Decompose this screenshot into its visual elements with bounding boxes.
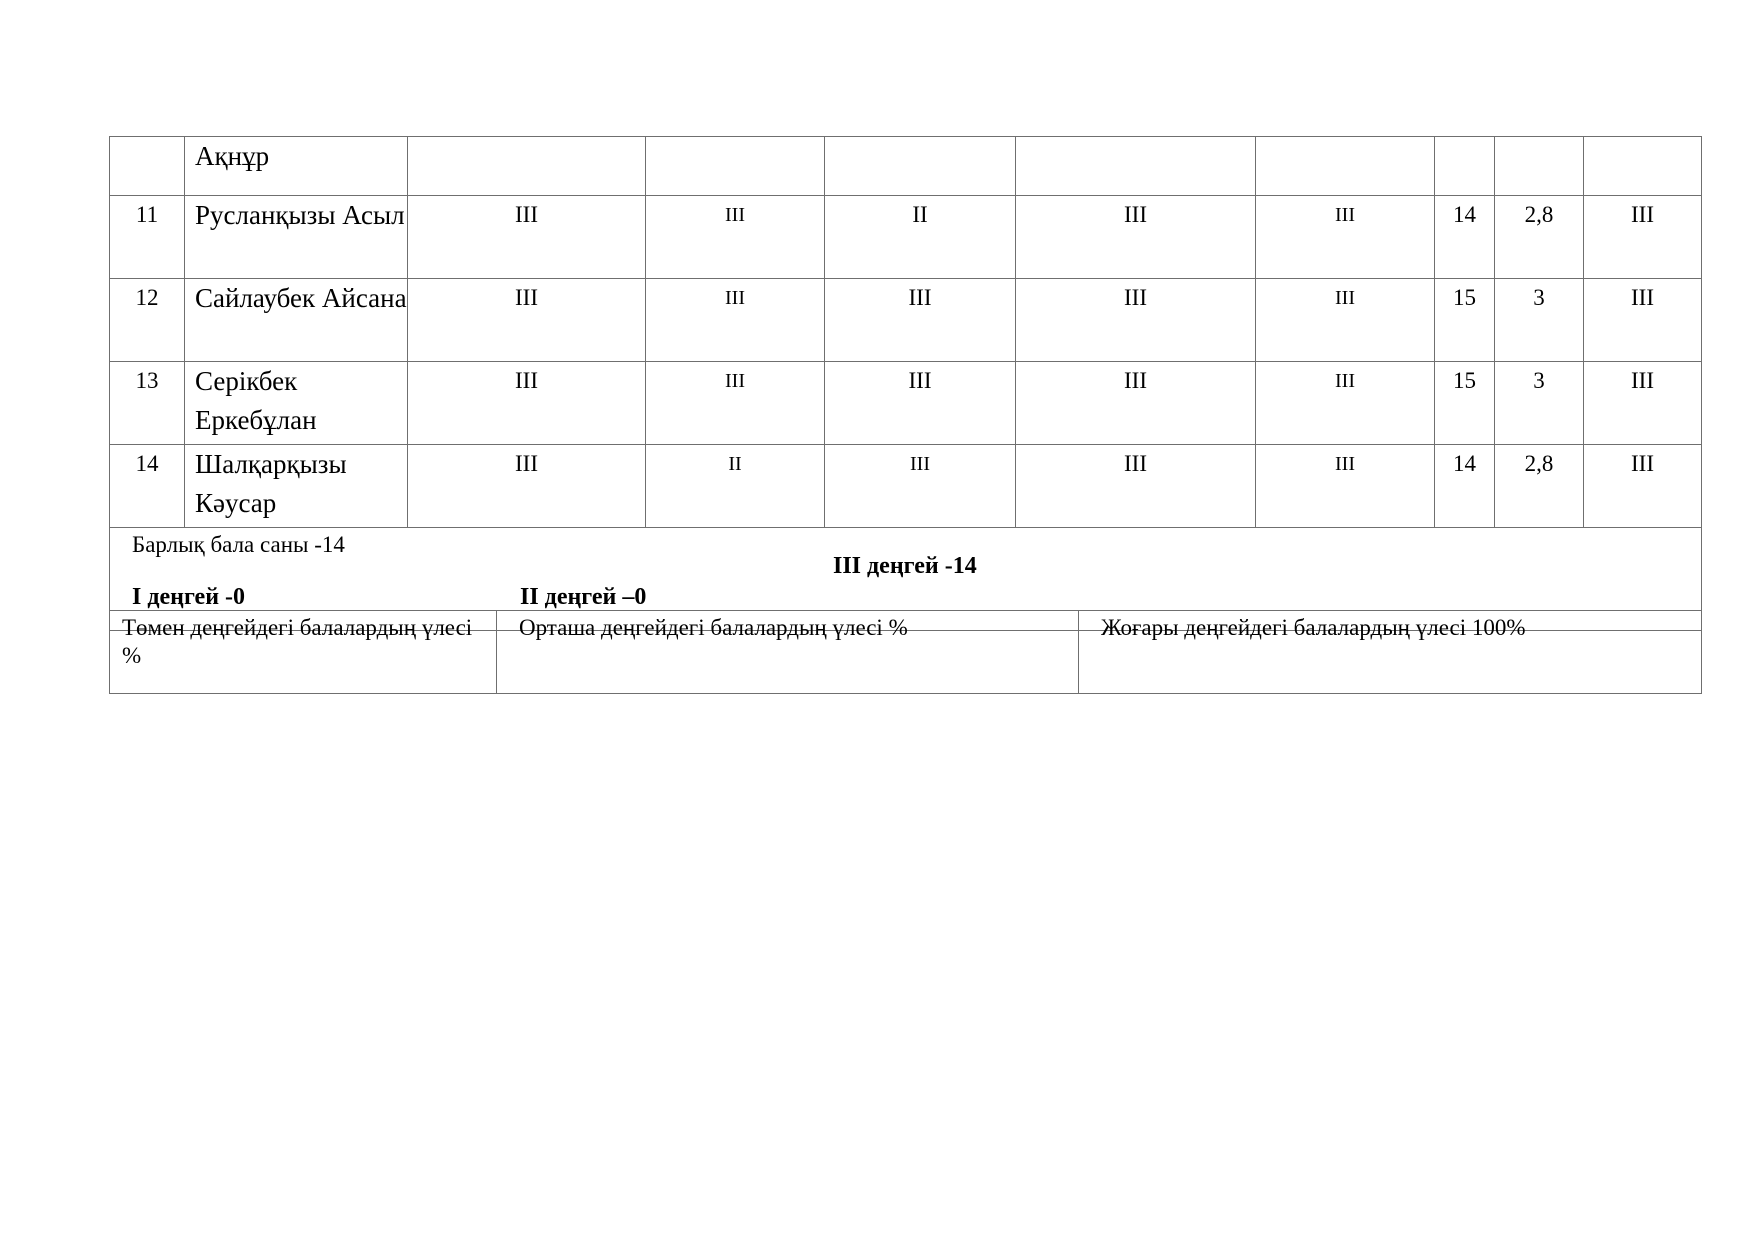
child-name: Шалқарқызы Кәусар: [185, 445, 408, 528]
row-number: 13: [110, 362, 185, 445]
high-share: Жоғары деңгейдегі балалардың үлесі 100%: [1079, 611, 1702, 694]
child-name: Сайлаубек Айсана: [185, 279, 408, 362]
score-cell: III: [646, 279, 825, 362]
score-cell: III: [825, 445, 1016, 528]
total-children: Барлық бала саны -14: [132, 532, 345, 557]
average-score: 2,8: [1495, 196, 1584, 279]
average-score: 3: [1495, 279, 1584, 362]
table-row: [110, 362, 1702, 445]
row-number: 11: [110, 196, 185, 279]
row-number: [110, 137, 185, 196]
level-cell: III: [1584, 362, 1702, 445]
shares-table: [109, 610, 1702, 694]
score-cell: III: [408, 196, 646, 279]
level-cell: III: [1584, 196, 1702, 279]
average-score: 2,8: [1495, 445, 1584, 528]
score-cell: II: [646, 445, 825, 528]
level3-count: III деңгей -14: [833, 553, 977, 579]
total-score: 14: [1435, 196, 1495, 279]
score-cell: III: [646, 196, 825, 279]
score-cell: [646, 137, 825, 196]
score-cell: [1256, 137, 1435, 196]
low-share: Төмен деңгейдегі балалардың үлесі %: [110, 611, 497, 694]
score-cell: [408, 137, 646, 196]
score-cell: III: [408, 279, 646, 362]
table-row: [110, 196, 1702, 279]
score-cell: III: [1256, 445, 1435, 528]
table-row: [110, 137, 1702, 196]
level2-count: II деңгей –0: [520, 584, 647, 610]
score-cell: III: [408, 362, 646, 445]
average-score: [1495, 137, 1584, 196]
row-number: 14: [110, 445, 185, 528]
table-row: [110, 445, 1702, 528]
level1-count: I деңгей -0: [132, 584, 246, 610]
child-name: Русланқызы Асыл: [185, 196, 408, 279]
assessment-table: [109, 136, 1702, 631]
row-number: 12: [110, 279, 185, 362]
level-cell: III: [1584, 279, 1702, 362]
shares-row: [110, 611, 1702, 694]
child-name: Ақнұр: [185, 137, 408, 196]
child-name: Серікбек Еркебұлан: [185, 362, 408, 445]
score-cell: III: [825, 362, 1016, 445]
score-cell: III: [825, 279, 1016, 362]
score-cell: [825, 137, 1016, 196]
score-cell: III: [408, 445, 646, 528]
score-cell: III: [1016, 445, 1256, 528]
total-score: 14: [1435, 445, 1495, 528]
score-cell: III: [1016, 196, 1256, 279]
level-cell: [1584, 137, 1702, 196]
score-cell: III: [1256, 362, 1435, 445]
score-cell: III: [1256, 279, 1435, 362]
score-cell: III: [1016, 279, 1256, 362]
score-cell: [1016, 137, 1256, 196]
score-cell: III: [646, 362, 825, 445]
score-cell: III: [1016, 362, 1256, 445]
average-score: 3: [1495, 362, 1584, 445]
table-row: [110, 279, 1702, 362]
total-score: 15: [1435, 362, 1495, 445]
total-score: [1435, 137, 1495, 196]
score-cell: III: [1256, 196, 1435, 279]
total-score: 15: [1435, 279, 1495, 362]
level-cell: III: [1584, 445, 1702, 528]
score-cell: II: [825, 196, 1016, 279]
medium-share: Орташа деңгейдегі балалардың үлесі %: [497, 611, 1079, 694]
